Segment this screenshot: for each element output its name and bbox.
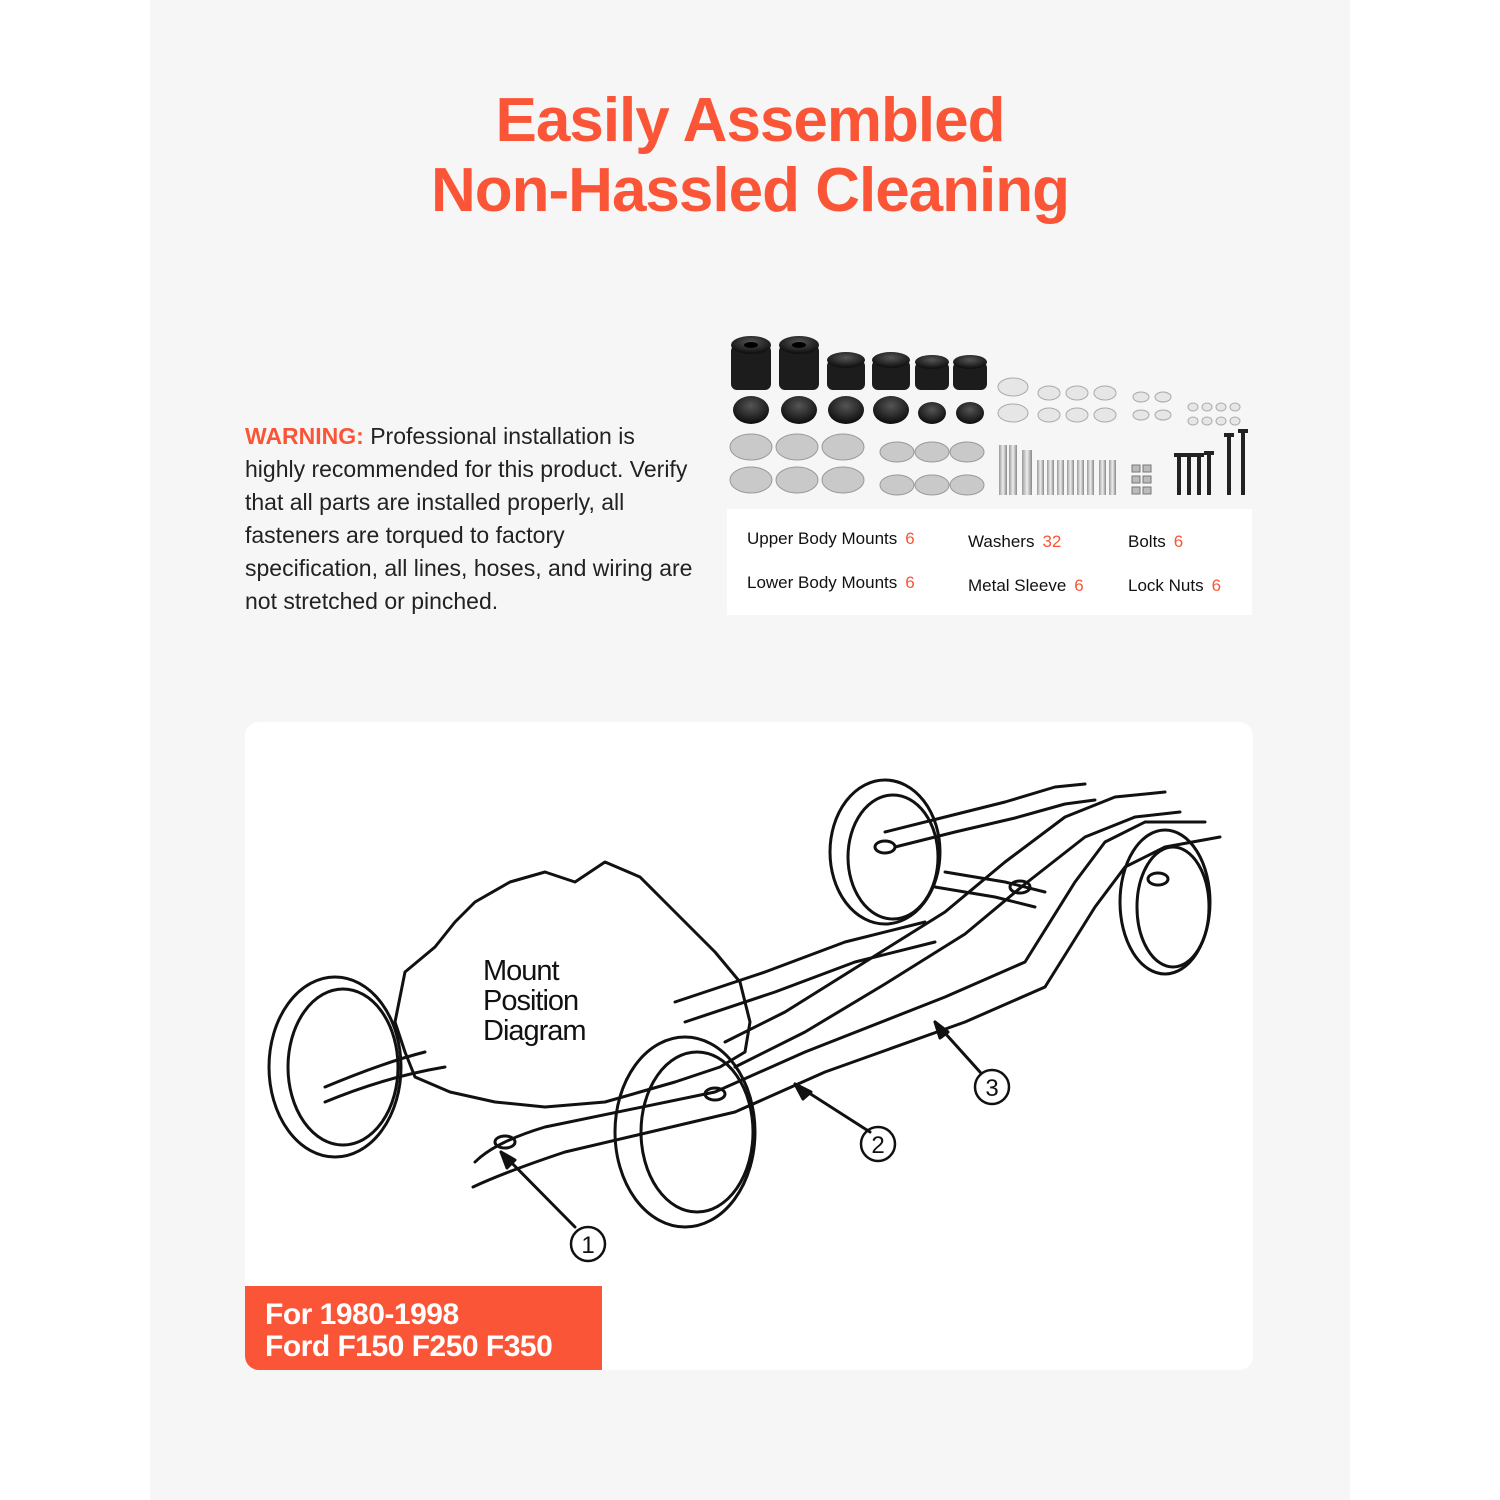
diagram-label-line-2: Position (483, 985, 579, 1017)
headline-line-1: Easily Assembled (495, 86, 1005, 155)
fitment-line-2: Ford F150 F250 F350 (265, 1330, 553, 1363)
part-qty: 6 (1211, 576, 1222, 595)
diagram-label-line-3: Diagram (483, 1015, 586, 1047)
part-upper-body-mounts (747, 529, 915, 549)
kit-parts-photo (727, 325, 1252, 505)
part-name: Upper Body Mounts (747, 529, 898, 548)
metal-sleeves-image (999, 445, 1116, 495)
headline (150, 86, 1350, 226)
warning-text: Professional installation is highly recommended for this product. Verify that all parts are installed properly, all fasteners are torqued to factory specification, all lines, hoses, and wiring are not stretched or pinched. (245, 423, 693, 614)
diagram-label (483, 956, 586, 1046)
bolts-image (1174, 429, 1248, 495)
part-bolts (1128, 532, 1183, 552)
upper-mounts-image (731, 336, 987, 390)
fitment-line-1: For 1980-1998 (265, 1298, 459, 1331)
part-qty: 6 (1074, 576, 1084, 595)
headline-line-2: Non-Hassled Cleaning (431, 156, 1069, 225)
part-name: Lower Body Mounts (747, 573, 898, 592)
warning-label: WARNING: (245, 423, 364, 449)
part-lock-nuts (1128, 576, 1221, 596)
frame-rail-right (725, 792, 1165, 1042)
part-name: Lock Nuts (1128, 576, 1204, 595)
callout-3: 3 (985, 1075, 999, 1102)
fitment-badge (245, 1286, 602, 1370)
diagram-label-line-1: Mount (483, 955, 559, 987)
part-name: Metal Sleeve (968, 576, 1067, 595)
parts-list (727, 509, 1252, 615)
callout-2: 2 (871, 1132, 885, 1159)
lower-mounts-image (733, 396, 984, 424)
part-qty: 6 (1173, 532, 1184, 551)
small-washers-image (998, 378, 1240, 425)
part-qty: 6 (905, 573, 915, 592)
part-name: Washers (968, 532, 1035, 551)
mount-diagram-card (245, 722, 1253, 1370)
large-washers-image (730, 434, 984, 495)
part-lower-body-mounts (747, 573, 915, 593)
part-name: Bolts (1128, 532, 1166, 551)
lock-nuts-image (1132, 465, 1151, 494)
kit-contents (727, 325, 1252, 615)
part-washers (968, 532, 1061, 552)
warning-note (245, 420, 695, 618)
content-panel (150, 0, 1350, 1500)
callout-1: 1 (581, 1232, 595, 1259)
part-qty: 32 (1042, 532, 1062, 551)
part-qty: 6 (905, 529, 915, 548)
part-metal-sleeve (968, 576, 1084, 596)
frame-diagram (245, 722, 1253, 1370)
